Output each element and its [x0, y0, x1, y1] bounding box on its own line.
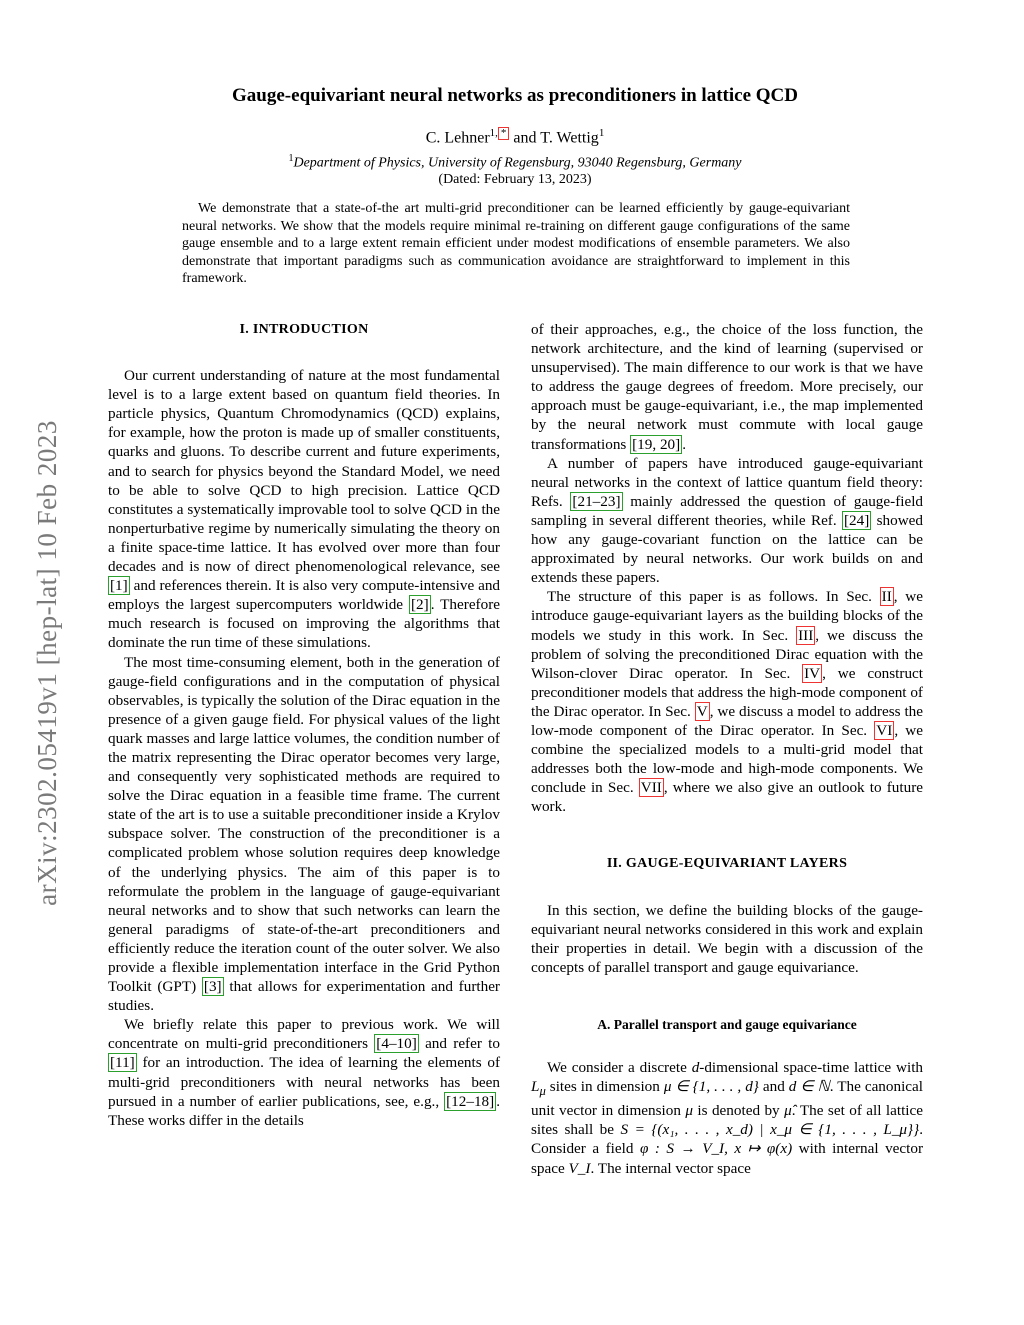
section-link[interactable]: II	[881, 588, 892, 606]
section-link[interactable]: IV	[804, 664, 821, 682]
paragraph-text: , where we also give an outlook to future work.	[531, 779, 924, 816]
section-heading: II. GAUGE-EQUIVARIANT LAYERS	[606, 856, 848, 872]
left-column	[108, 320, 500, 1130]
citation-link[interactable]: [3]	[203, 978, 222, 996]
paragraph-text: , we combine the specialized models to a multi-grid model that addresses both the low-mode and high-mode components. We conclude in Sec.	[531, 721, 923, 797]
author-affiliation-mark: 1	[598, 127, 605, 139]
section-link[interactable]: VI	[876, 721, 893, 739]
paragraph-text: In this section, we define the building blocks of the gauge-equivariant neural networks considered in this work and explain their properties in detail. We begin with a discussion of the concepts of parallel transport and gauge equivariance.	[531, 901, 923, 976]
paragraph	[531, 587, 923, 816]
paragraph-text: is denoted by	[697, 1102, 780, 1120]
author-line	[100, 127, 930, 147]
date-line: (Dated: February 13, 2023)	[438, 172, 592, 187]
paragraph	[108, 653, 500, 1016]
paragraph-text: and	[762, 1078, 785, 1096]
paragraph-text: , we discuss a model to address the low-mode component of the Dirac operator. In Sec.	[531, 702, 924, 739]
paragraph-text: .	[682, 435, 687, 453]
subsection-heading: A. Parallel transport and gauge equivariance	[597, 1016, 857, 1032]
paragraph-text: A number of papers have introduced gauge-equivariant neural networks in the context of lattice quantum field theory: Refs.	[531, 454, 923, 510]
citation-link[interactable]: [19, 20]	[632, 435, 681, 453]
paragraph-text: with internal vector space	[531, 1140, 924, 1177]
paragraph-text: , we discuss the problem of solving the preconditioned Dirac equation with the Wilson-clover Dirac operator. In Sec.	[531, 626, 923, 682]
paragraph-text: showed how any gauge-covariant function on the lattice can be approximated by neural networks. Our work builds on and extends these papers.	[531, 511, 924, 587]
arxiv-identifier-stamp[interactable]: arXiv:2302.05419v1 [hep-lat] 10 Feb 2023	[32, 420, 62, 906]
section-link[interactable]: V	[696, 702, 708, 720]
paper-title: Gauge-equivariant neural networks as preconditioners in lattice QCD	[232, 85, 798, 106]
paragraph-text: . The set of all lattice sites shall be	[531, 1102, 923, 1139]
section-heading: I. INTRODUCTION	[239, 322, 369, 337]
paragraph-text: , we introduce gauge-equivariant layers as the building blocks of the models we study in this work. In Sec.	[531, 588, 924, 644]
corresponding-author-link[interactable]: *	[498, 127, 510, 140]
paragraph-text: , we construct preconditioner models that address the high-mode component of the Dirac operator. In Sec.	[531, 664, 924, 720]
paragraph	[108, 366, 500, 652]
citation-link[interactable]: [11]	[110, 1054, 135, 1072]
paragraph-text: . Consider a field	[531, 1121, 923, 1158]
math-subscript: μ	[539, 1084, 546, 1099]
right-column	[531, 320, 923, 1178]
author-name: T. Wettig	[540, 129, 599, 147]
paragraph-text: . Therefore much research is focused on improving the algorithms that dominate the run time of these simulations.	[108, 596, 501, 652]
math-expression: d ∈ ℕ	[788, 1078, 830, 1096]
paragraph-text: mainly addressed the question of gauge-field sampling in several different theories, while Ref.	[531, 492, 924, 529]
abstract: We demonstrate that a state-of-the art multi-grid preconditioner can be learned efficiently by gauge-equivariant neural networks. We show that the models require minimal re-training on different gauge configurations of the same gauge ensemble and to a large extent remain efficient under modest modifications of ensemble parameters. We also demonstrate that important paradigms such as communication avoidance are straightforward to implement in this framework.	[182, 201, 850, 286]
math-expression: φ : S → V_I, x ↦ φ(x)	[639, 1140, 793, 1158]
math-symbol: μ	[685, 1102, 693, 1120]
math-expression: S = {(x₁, . . . , x_d) | x_μ ∈ {1, . . . , L_μ}}	[620, 1121, 920, 1139]
paragraph-text: -dimensional space-time lattice with	[699, 1059, 924, 1076]
affiliation-mark: 1	[288, 153, 294, 164]
citation-link[interactable]: [2]	[410, 596, 429, 614]
paragraph-text: Our current understanding of nature at the most fundamental level is to a large extent based on quantum field theories. In particle physics, Quantum Chromodynamics (QCD) explains, for example, how the proton is made up of smaller constituents, quarks and gluons. To describe current and future experiments, and to search for physics beyond the Standard Model, we need to be able to solve QCD to high precision. Lattice QCD constitutes a systematically improvable tool to solve QCD in the nonperturbative regime by numerically simulating the theory on a finite space-time lattice. It has evolved over more than four decades and is now of direct phenomenological relevance, see	[108, 367, 500, 576]
paragraph-text: and references therein. It is also very compute-intensive and employs the largest supercomputers worldwide	[108, 577, 501, 614]
section-link[interactable]: III	[798, 626, 814, 644]
math-symbol: μ̂	[784, 1102, 792, 1120]
paragraph-text: We briefly relate this paper to previous work. We will concentrate on multi-grid preconditioners	[108, 1016, 500, 1053]
citation-link[interactable]: [12–18]	[446, 1092, 495, 1110]
math-symbol: V_I	[568, 1159, 591, 1177]
author-name: C. Lehner	[425, 129, 490, 147]
citation-link[interactable]: [21–23]	[572, 492, 621, 510]
paragraph-text: of their approaches, e.g., the choice of the loss function, the network architecture, and the kind of learning (supervised or unsupervised). The main difference to our work is that we have to address the gauge degrees of freedom. More precisely, our approach must be gauge-equivariant, i.e., the map implemented by the neural network must commute with local gauge transformations	[531, 321, 923, 453]
paragraph-text: . The canonical unit vector in dimension	[531, 1078, 924, 1120]
paragraph-text: that allows for experimentation and further studies.	[108, 978, 500, 1015]
paragraph-text: The structure of this paper is as follows. In Sec.	[547, 588, 872, 606]
paragraph-text: and refer to	[425, 1035, 500, 1053]
paragraph-text: sites in dimension	[549, 1078, 660, 1096]
paragraph-text: . The internal vector space	[590, 1159, 751, 1177]
citation-link[interactable]: [1]	[110, 577, 128, 595]
math-expression: μ ∈ {1, . . . , d}	[663, 1078, 759, 1096]
paragraph	[108, 1015, 500, 1130]
paragraph	[531, 320, 923, 454]
citation-link[interactable]: [4–10]	[376, 1035, 417, 1053]
math-symbol: d	[691, 1059, 700, 1076]
math-symbol: L	[531, 1078, 540, 1096]
paragraph-text: The most time-consuming element, both in the generation of gauge-field configurations and in the computation of physical observables, is typically the solution of the Dirac equation in the presence of a given gauge field. For physical values of the light quark masses and large lattice volumes, the condition number of the matrix representing the Dirac operator becomes very large, and consequently very sophisticated methods are required to solve the Dirac equation in a feasible time frame. The current state of the art is to use a suitable preconditioner inside a Krylov subspace solver. The construction of the preconditioner is a complicated problem whose solution requires deep knowledge of the underlying physics. The aim of this paper is to reformulate the problem in the language of gauge-equivariant neural networks and to show that such networks can learn the general paradigms of state-of-the-art preconditioners and efficiently reduce the iteration count of the outer solver. We also provide a flexible implementation interface in the Grid Python Toolkit (GPT)	[108, 653, 500, 996]
paragraph-text: We consider a discrete	[547, 1059, 687, 1076]
paragraph	[531, 454, 923, 588]
citation-link[interactable]: [24]	[843, 511, 870, 529]
affiliation	[100, 153, 930, 172]
affiliation-text: Department of Physics, University of Regensburg, 93040 Regensburg, Germany	[293, 155, 742, 171]
paragraph	[531, 901, 923, 977]
section-link[interactable]: VII	[640, 779, 662, 797]
paragraph-text: . These works differ in the details	[108, 1092, 500, 1129]
paragraph	[531, 1058, 923, 1178]
author-conjunction: and	[513, 129, 537, 147]
paragraph-text: for an introduction. The idea of learning the elements of multi-grid preconditioners with neural networks has been pursued in a number of earlier publications, see, e.g.,	[108, 1054, 501, 1110]
author-affiliation-mark: 1,	[489, 127, 498, 139]
